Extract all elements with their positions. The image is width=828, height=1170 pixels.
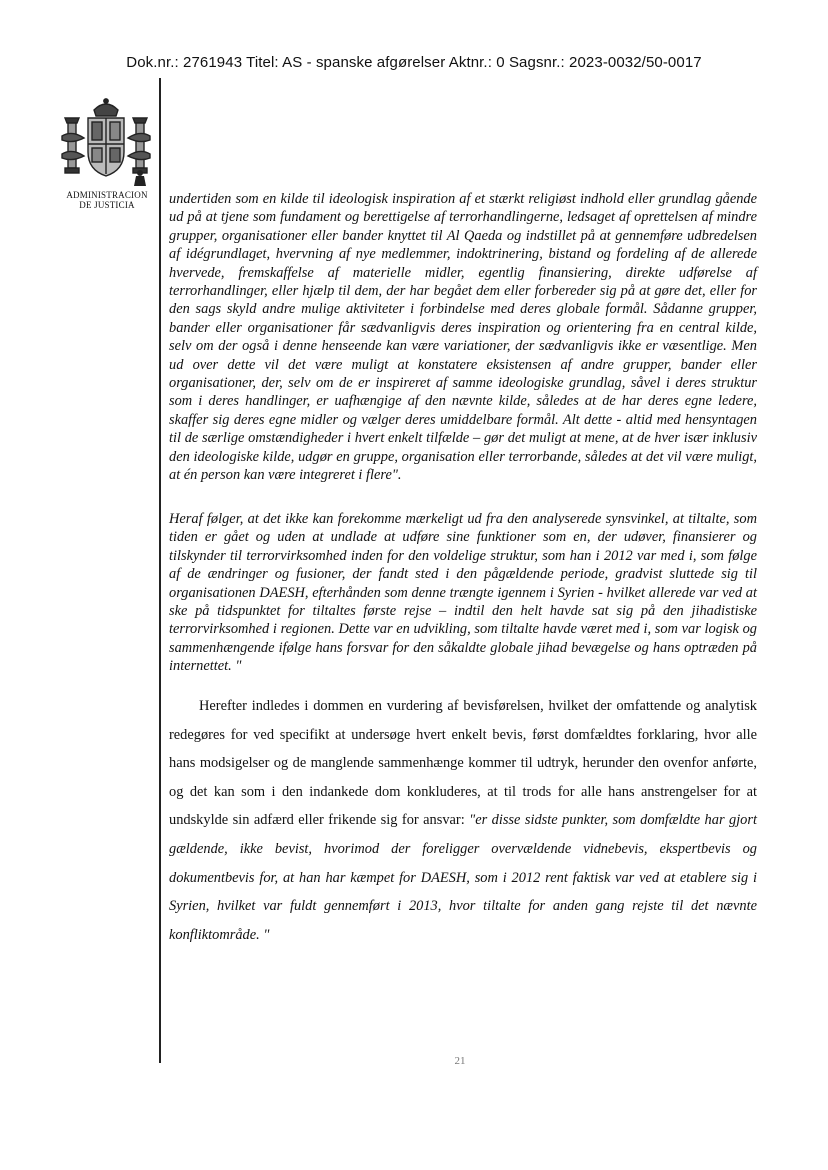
administration-label-line2: DE JUSTICIA <box>79 200 135 210</box>
paragraph-3-quote: "er disse sidste punkter, som domfældte har gjort gældende, ikke bevist, hvorimod der foreligger overvældende vidnebevis, ekspertbevis og dokumentbevis for, at han har kæmpet for DAESH, som i 2012 rent faktisk var ved at etablere sig i Syrien, hvilket var fuldt gennemført i 2013, hvor tiltalte for anden gang rejste til det nævnte konfliktområde. " <box>169 812 757 943</box>
document-header: Dok.nr.: 2761943 Titel: AS - spanske afgørelser Aktnr.: 0 Sagsnr.: 2023-0032/50-0017 <box>126 54 702 71</box>
margin-rule <box>159 78 161 1063</box>
page-number: 21 <box>454 1055 466 1067</box>
paragraph-1: undertiden som en kilde til ideologisk inspiration af et stærkt religiøst indhold eller grundlag gående ud på at tjene som fundament og berettigelse af terrorhandlingerne, ledsaget af oprettelsen af mindre grupper, organisationer eller bander knyttet til Al Qaeda og indstillet på at gennemføre udbredelsen af idégrundlaget, hvervning af nye medlemmer, indoktrinering, bistand og fordeling af de allerede hvervede, fremskaffelse af materielle midler, egentlig finansiering, direkte udførelse af terrorhandlinger, eller hjælp til dem, der har begået dem eller forbereder sig på at gøre det, eller for den sags skyld andre mulige aktiviteter i forbindelse med deres globale formål. Sådanne grupper, bander eller organisationer får sædvanligvis deres inspiration og orientering fra en central kilde, selv om der også i denne henseende kan være variationer, der sædvanligvis ikke er væsentlige. Men ud over dette vil det være muligt at konstatere eksistensen af andre grupper, bander eller organisationer, der, selv om de er inspireret af samme ideologiske grundlag, såvel i deres struktur som i deres handlinger, er uafhængige af den nævnte kilde, således at de har deres egne ledere, skaffer sig deres egne midler og vælger deres umiddelbare formål. Alt dette - altid med hensyntagen til de særlige omstændigheder i hvert enkelt tilfælde – gør det muligt at mene, at de hver især inklusiv den ideologiske kilde, udgør en gruppe, organisation eller terrorbande, således at det vil være muligt, at én person kan være integreret i flere". <box>169 191 757 484</box>
paragraph-3-plain: Herefter indledes i dommen en vurdering af bevisførelsen, hvilket der omfattende og analytisk redegøres for ved specifikt at undersøge hvert enkelt bevis, først domfældtes forklaring, hvor alle hans modsigelser og de manglende sammenhænge kommer til udtryk, herunder den ovenfor anførte, og det kan som i den indankede dom konkluderes, at til trods for alle hans anstrengelser for at undskylde sin adfærd eller frikende sig for ansvar: <box>169 698 757 829</box>
administration-label-line1: ADMINISTRACION <box>66 190 148 200</box>
administration-label <box>52 190 162 210</box>
paragraph-3 <box>169 692 757 949</box>
spanish-coat-of-arms-icon <box>58 96 154 188</box>
paragraph-2: Heraf følger, at det ikke kan forekomme mærkeligt ud fra den analyserede synsvinkel, at tiltalte, som tiden er gået og uden at undlade at udføre sine funktioner som en, der udøver, finansierer og tilskynder til terrorvirksomhed inden for den voldelige struktur, som han i 2012 var med i, som følge af de ændringer og fusioner, der fandt sted i den pågældende periode, gradvist sluttede sig til organisationen DAESH, efterhånden som denne trængte igennem i Syrien - hvilket allerede var ved at ske på tidspunktet for tiltaltes første rejse – indtil den helt havde sat sig på den jihadistiske terrorvirksomhed i regionen. Dette var en udvikling, som tiltalte havde været med i, som var logisk og sammenhængende ifølge hans forsvar for den såkaldte globale jihad bevægelse og hans optræden på internettet. " <box>169 511 757 675</box>
